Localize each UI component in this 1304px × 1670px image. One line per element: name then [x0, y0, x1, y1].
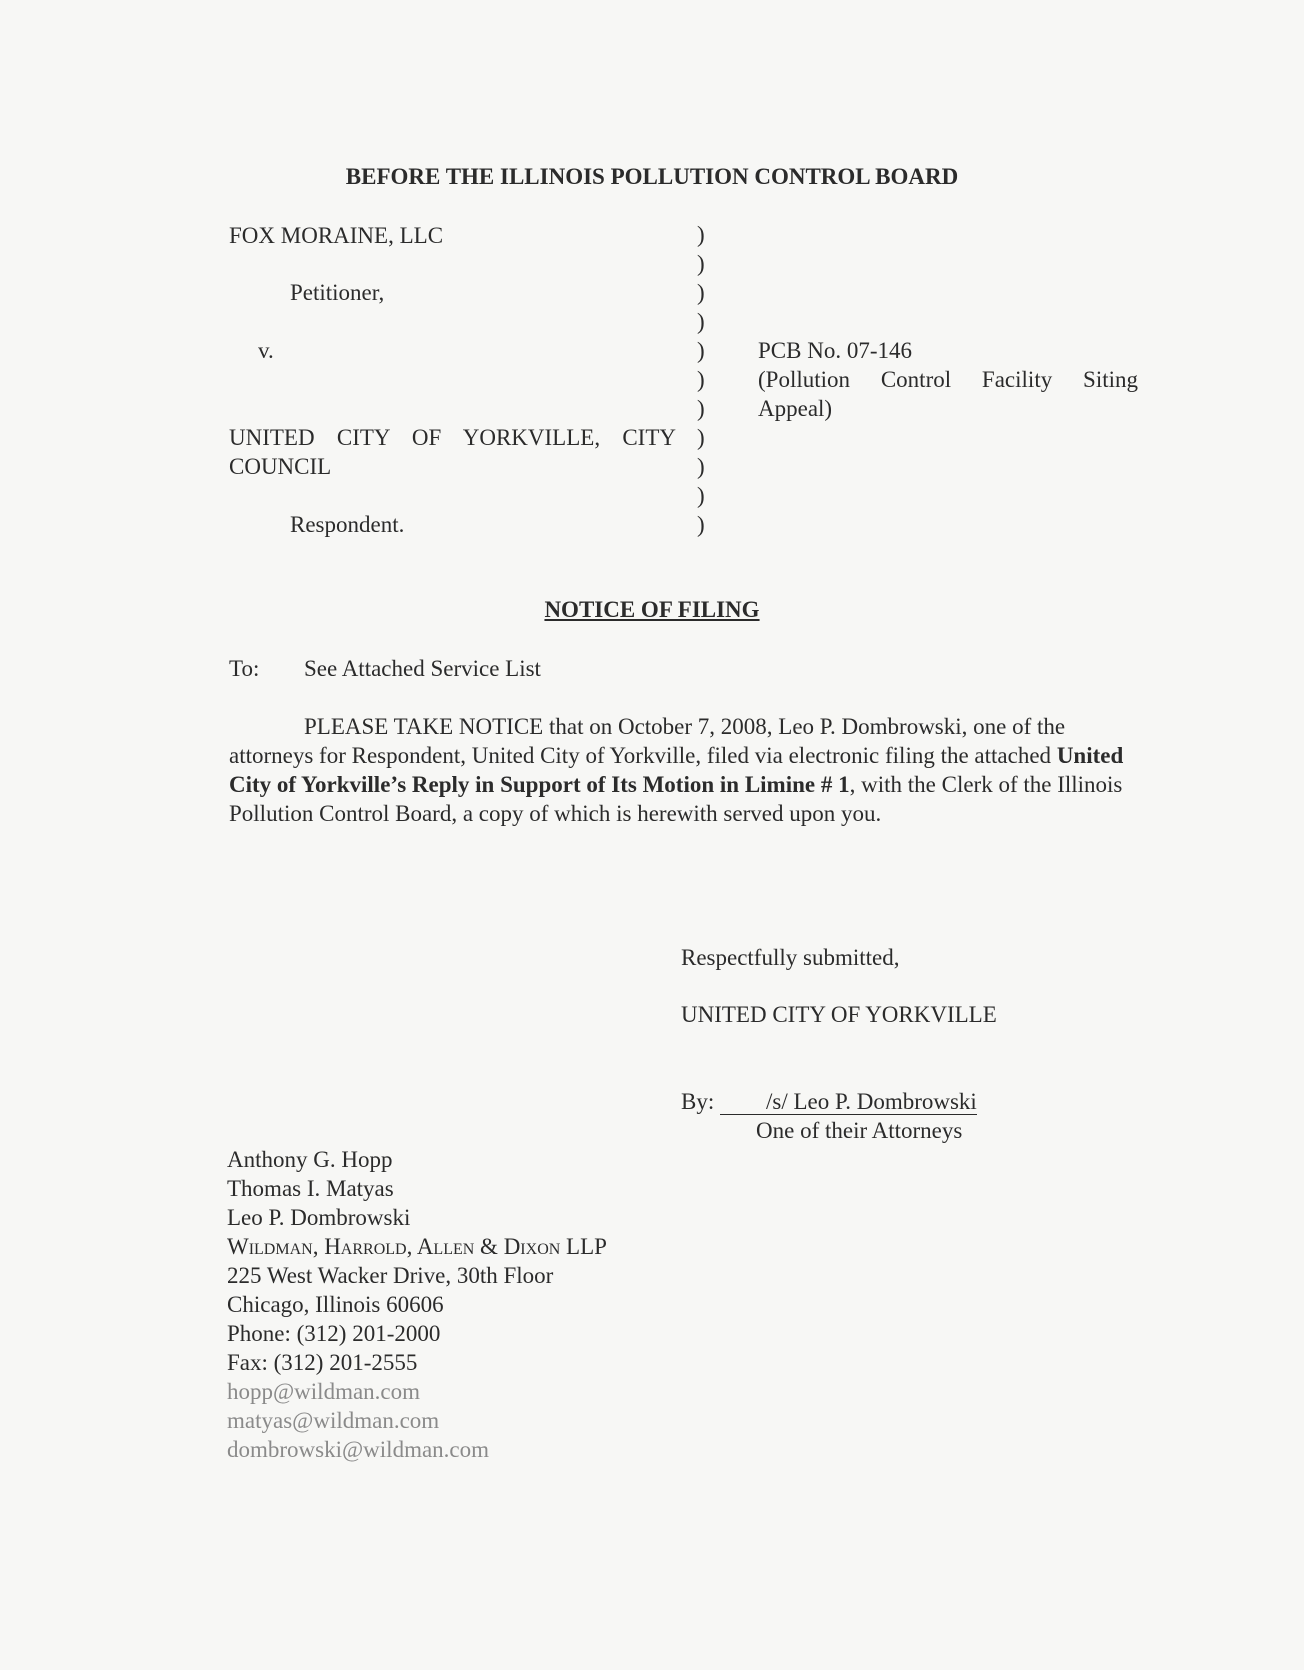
- notice-text-part1: PLEASE TAKE NOTICE that on October 7, 2008, Leo P. Dombrowski, one of the attorneys for Respondent, United City of Yorkville, filed via electronic filing the attached: [229, 714, 1066, 768]
- filed-document-title: United City of Yorkville’s Reply in Support of Its Motion in Limine # 1: [229, 743, 1124, 797]
- paren: ): [697, 222, 705, 247]
- case-number: PCB No. 07-146: [758, 338, 912, 363]
- paren: ): [697, 396, 705, 421]
- attorney-email[interactable]: hopp@wildman.com: [227, 1379, 421, 1404]
- signature-line: [681, 1087, 977, 1116]
- case-type-line1: (Pollution Control Facility Siting: [758, 367, 1138, 392]
- respondent-name-line1: UNITED CITY OF YORKVILLE, CITY: [229, 425, 676, 450]
- signing-party: UNITED CITY OF YORKVILLE: [681, 1002, 997, 1027]
- paren: ): [697, 309, 705, 334]
- attorney-name: Anthony G. Hopp: [227, 1147, 393, 1172]
- counsel-block: [227, 1145, 607, 1464]
- paren: ): [697, 251, 705, 276]
- board-heading: BEFORE THE ILLINOIS POLLUTION CONTROL BOARD: [345, 164, 959, 189]
- paren: ): [697, 425, 705, 450]
- notice-paragraph: [229, 712, 1124, 828]
- petitioner-role: Petitioner,: [290, 280, 385, 305]
- paren: ): [697, 280, 705, 305]
- paren: ): [697, 454, 705, 479]
- petitioner-name: FOX MORAINE, LLC: [229, 223, 444, 248]
- by-label: By:: [681, 1089, 715, 1114]
- to-label: To:: [229, 656, 260, 681]
- attorney-name: Leo P. Dombrowski: [227, 1205, 411, 1230]
- notice-title: NOTICE OF FILING: [544, 597, 760, 622]
- paren: ): [697, 367, 705, 392]
- caption-parens: [697, 220, 717, 539]
- attorney-email[interactable]: dombrowski@wildman.com: [227, 1437, 490, 1462]
- closing-text: Respectfully submitted,: [681, 945, 900, 970]
- paren: ): [697, 483, 705, 508]
- respondent-name-line2: COUNCIL: [229, 454, 332, 479]
- versus-label: v.: [258, 338, 274, 363]
- firm-address-street: 225 West Wacker Drive, 30th Floor: [227, 1263, 554, 1288]
- firm-phone: Phone: (312) 201-2000: [227, 1321, 441, 1346]
- case-type-line2: Appeal): [758, 396, 833, 421]
- paren: ): [697, 338, 705, 363]
- to-value: See Attached Service List: [304, 656, 541, 681]
- paren: ): [697, 512, 705, 537]
- attorney-name: Thomas I. Matyas: [227, 1176, 394, 1201]
- firm-fax: Fax: (312) 201-2555: [227, 1350, 418, 1375]
- respondent-role: Respondent.: [290, 512, 405, 537]
- notice-text-part2: , with the Clerk of the Illinois Pollution Control Board, a copy of which is herewith served upon you.: [229, 772, 1123, 826]
- firm-address-city: Chicago, Illinois 60606: [227, 1292, 444, 1317]
- electronic-signature: /s/ Leo P. Dombrowski: [720, 1090, 977, 1115]
- law-firm-name: Wildman, Harrold, Allen & Dixon LLP: [227, 1234, 607, 1259]
- signer-role: One of their Attorneys: [756, 1118, 963, 1143]
- attorney-email[interactable]: matyas@wildman.com: [227, 1408, 440, 1433]
